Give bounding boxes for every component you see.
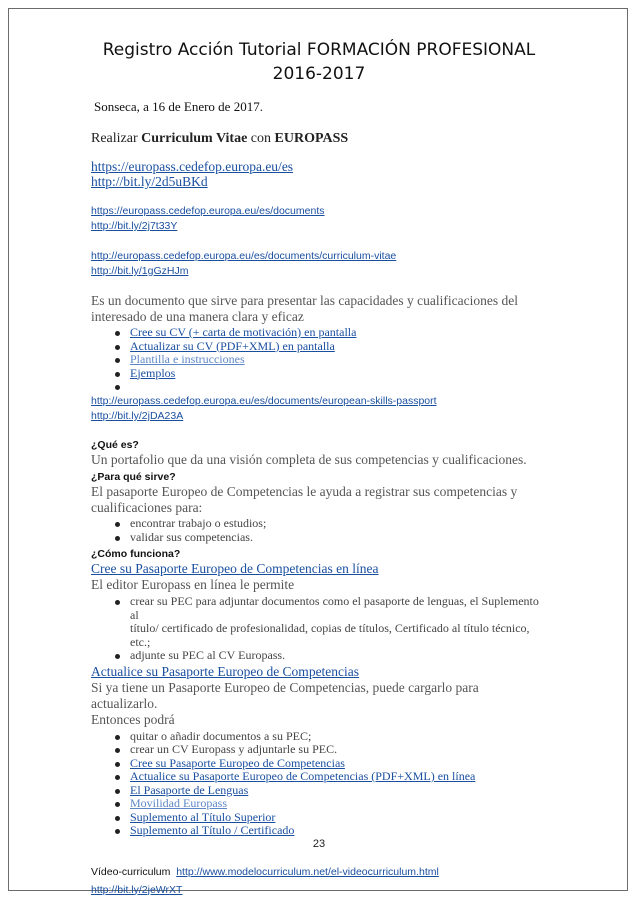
page-number: 23 bbox=[312, 838, 326, 850]
list-item bbox=[91, 340, 541, 354]
bullet-icon bbox=[115, 372, 120, 377]
list-item: crear un CV Europass y adjuntarle su PEC. bbox=[91, 743, 541, 757]
list-item bbox=[91, 824, 541, 838]
bullet-icon bbox=[115, 536, 120, 541]
update-text bbox=[91, 680, 541, 728]
list-item bbox=[91, 380, 541, 393]
bullet-icon bbox=[115, 331, 120, 336]
cv-desc-line-1: Es un documento que sirve para presentar las capacidades y cualificaciones del bbox=[91, 293, 518, 308]
bullet-icon bbox=[115, 802, 120, 807]
intro-mid: con bbox=[247, 131, 275, 146]
link-bitly-3[interactable]: http://bit.ly/1gGzHJm bbox=[91, 265, 189, 277]
header-year: 2016-2017 bbox=[272, 64, 366, 84]
date-line: Sonseca, a 16 de Enero de 2017. bbox=[94, 99, 263, 114]
link-create-passport[interactable]: Cree su Pasaporte Europeo de Competencias en línea bbox=[91, 561, 379, 576]
link-template[interactable]: Plantilla e instrucciones bbox=[130, 352, 245, 366]
list-item bbox=[91, 811, 541, 825]
video-line bbox=[91, 864, 541, 880]
bullet-icon bbox=[115, 735, 120, 740]
link-group-3 bbox=[91, 249, 541, 279]
document-body bbox=[91, 100, 541, 898]
link-examples[interactable]: Ejemplos bbox=[130, 365, 176, 380]
link-bitly-2[interactable]: http://bit.ly/2j7t33Y bbox=[91, 220, 178, 232]
purpose-list bbox=[91, 517, 541, 544]
list-item: adjunte su PEC al CV Europass. bbox=[91, 649, 541, 663]
bullet-icon bbox=[115, 829, 120, 834]
document-header bbox=[0, 38, 638, 86]
link-mobility[interactable]: Movilidad Europass bbox=[130, 796, 227, 810]
editor-text: El editor Europass en línea le permite bbox=[91, 577, 295, 592]
create-passport-heading bbox=[91, 561, 541, 577]
intro-europass: EUROPASS bbox=[274, 131, 349, 146]
answer-purpose-line-1: El pasaporte Europeo de Competencias le ayuda a registrar sus competencias y bbox=[91, 484, 518, 499]
link-update-passport-pdf[interactable]: Actualice su Pasaporte Europeo de Competencias (PDF+XML) en línea bbox=[130, 769, 476, 783]
list-item bbox=[91, 770, 541, 784]
link-bitly-1[interactable]: http://bit.ly/2d5uBKd bbox=[91, 174, 208, 189]
link-update-cv[interactable]: Actualizar su CV (PDF+XML) en pantalla bbox=[130, 338, 335, 353]
video-label: Vídeo-curriculum bbox=[91, 865, 171, 878]
bullet-icon bbox=[115, 522, 120, 527]
bullet-icon bbox=[115, 775, 120, 780]
cv-options-list bbox=[91, 326, 541, 393]
bullet-icon bbox=[115, 748, 120, 753]
link-video-curriculum[interactable]: http://www.modelocurriculum.net/el-videocurriculum.html bbox=[176, 865, 439, 878]
link-group-4 bbox=[91, 394, 541, 424]
link-language-passport[interactable]: El Pasaporte de Lenguas bbox=[130, 782, 249, 797]
link-bitly-4[interactable]: http://bit.ly/2jDA23A bbox=[91, 410, 184, 422]
link-group-1 bbox=[91, 159, 541, 189]
list-item bbox=[91, 326, 541, 340]
header-title: Registro Acción Tutorial FORMACIÓN PROFESIONAL bbox=[102, 40, 536, 60]
bullet-icon bbox=[115, 762, 120, 767]
link-supplement-superior[interactable]: Suplemento al Título Superior bbox=[130, 809, 276, 824]
question-how: ¿Cómo funciona? bbox=[91, 548, 181, 560]
list-item: encontrar trabajo o estudios; bbox=[91, 517, 541, 531]
cv-description bbox=[91, 293, 541, 325]
bullet-icon bbox=[115, 385, 120, 390]
question-purpose: ¿Para qué sirve? bbox=[91, 471, 176, 483]
question-what: ¿Qué es? bbox=[91, 439, 139, 451]
link-create-cv[interactable]: Cree su CV (+ carta de motivación) en pantalla bbox=[130, 325, 357, 339]
update-text-line-1: Si ya tiene un Pasaporte Europeo de Competencias, puede cargarlo para actualizarlo. bbox=[91, 679, 479, 711]
link-group-2 bbox=[91, 204, 541, 234]
bullet-icon bbox=[115, 654, 120, 659]
bullet-icon bbox=[115, 600, 120, 605]
editor-list bbox=[91, 595, 541, 663]
cv-desc-line-2: interesado de una manera clara y eficaz bbox=[91, 309, 304, 324]
video-short-line bbox=[91, 882, 541, 898]
answer-what: Un portafolio que da una visión completa de sus competencias y cualificaciones. bbox=[91, 452, 527, 467]
intro-cv: Curriculum Vitae bbox=[141, 131, 248, 146]
bullet-icon bbox=[115, 358, 120, 363]
update-text-line-2: Entonces podrá bbox=[91, 711, 175, 727]
intro-prefix: Realizar bbox=[91, 131, 142, 146]
list-item: quitar o añadir documentos a su PEC; bbox=[91, 730, 541, 744]
link-europass-documents[interactable]: https://europass.cedefop.europa.eu/es/documents bbox=[91, 205, 325, 217]
list-item bbox=[91, 353, 541, 367]
link-skills-passport[interactable]: http://europass.cedefop.europa.eu/es/documents/european-skills-passport bbox=[91, 395, 437, 407]
update-passport-heading bbox=[91, 664, 541, 680]
link-bitly-video[interactable]: http://bit.ly/2jeWrXT bbox=[91, 883, 183, 896]
link-create-passport-2[interactable]: Cree su Pasaporte Europeo de Competencias bbox=[130, 755, 345, 770]
link-europass-es[interactable]: https://europass.cedefop.europa.eu/es bbox=[91, 159, 294, 174]
list-item: crear su PEC para adjuntar documentos como el pasaporte de lenguas, el Suplemento al título/ certificado de profesionalidad, copias de títulos, Certificado al título técnico, etc.; bbox=[91, 595, 541, 649]
answer-purpose bbox=[91, 484, 541, 516]
intro-line bbox=[91, 131, 541, 147]
update-list bbox=[91, 730, 541, 838]
list-item bbox=[91, 797, 541, 811]
list-item bbox=[91, 757, 541, 771]
link-europass-cv[interactable]: http://europass.cedefop.europa.eu/es/documents/curriculum-vitae bbox=[91, 250, 397, 262]
answer-purpose-line-2: cualificaciones para: bbox=[91, 500, 203, 515]
bullet-icon bbox=[115, 345, 120, 350]
list-item bbox=[91, 367, 541, 381]
link-update-passport[interactable]: Actualice su Pasaporte Europeo de Competencias bbox=[91, 663, 360, 679]
list-item: validar sus competencias. bbox=[91, 531, 541, 545]
list-item bbox=[91, 784, 541, 798]
link-supplement-certificate[interactable]: Suplemento al Título / Certificado bbox=[130, 823, 295, 837]
bullet-icon bbox=[115, 789, 120, 794]
bullet-icon bbox=[115, 816, 120, 821]
